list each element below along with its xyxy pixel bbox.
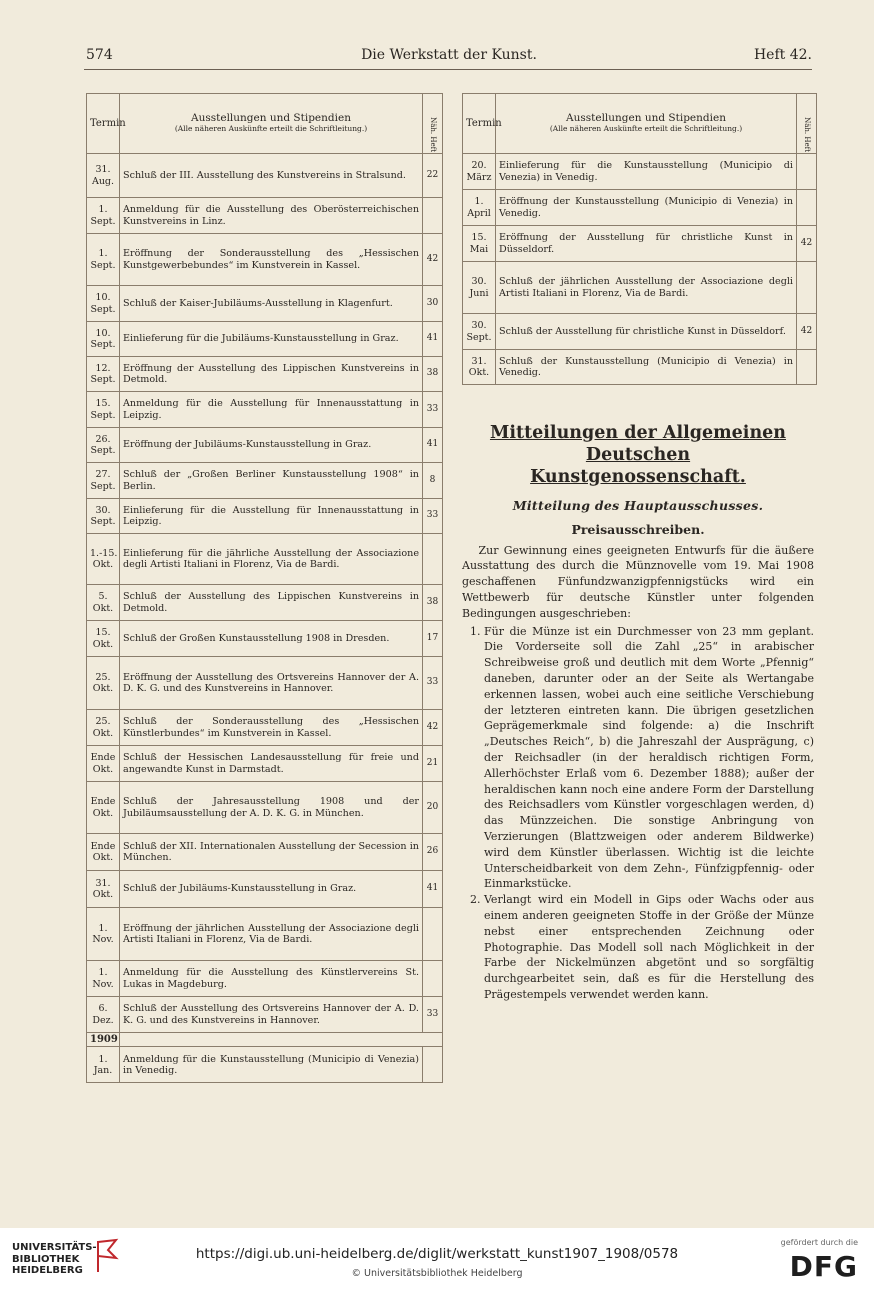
entry-date: 1. Nov. [87,908,120,961]
article-body [462,543,814,1003]
entry-date: 1. Jan. [87,1047,120,1083]
table-row [87,961,443,997]
entry-date: 31. Okt. [87,871,120,908]
table-row [463,190,817,226]
entry-issue-number: 38 [423,585,443,621]
entry-date: 10. Sept. [87,286,120,322]
article-intro: Zur Gewinnung eines geeigneten Entwurfs für die äußere Ausstattung des durch die Münznovelle vom 19. Mai 1908 geschaffenen Fünfundzwanzigpfennigstücks wird ein Wettbewerb für deutsche Künstler unter folgenden Bedingungen ausgeschrieben: [462,543,814,620]
entry-issue-number: 33 [423,657,443,710]
entry-text: Schluß der „Großen Berliner Kunstausstellung 1908“ in Berlin. [120,463,423,499]
col-subtitle-text: (Alle näheren Auskünfte erteilt die Schriftleitung.) [549,124,743,134]
library-name-line1: UNIVERSITÄTS- [12,1242,97,1253]
table-row [87,322,443,357]
entry-issue-number [797,154,817,190]
entry-text: Schluß der Jahresausstellung 1908 und der Jubiläumsausstellung der A. D. K. G. in München. [120,782,423,834]
entry-text: Eröffnung der Ausstellung des Lippischen Kunstvereins in Detmold. [120,357,423,392]
page-number: 574 [86,47,113,63]
entry-date: 15. Mai [463,226,496,262]
entry-date: 25. Okt. [87,657,120,710]
entry-issue-number [423,534,443,585]
entry-issue-number [423,908,443,961]
entry-text: Schluß der III. Ausstellung des Kunstvereins in Stralsund. [120,154,423,198]
table-row [87,746,443,782]
col-header-title [120,94,423,154]
col-subtitle-text: (Alle näheren Auskünfte erteilt die Schriftleitung.) [174,124,368,134]
entry-issue-number: 8 [423,463,443,499]
table-row [463,350,817,385]
entry-text: Schluß der Ausstellung des Lippischen Kunstvereins in Detmold. [120,585,423,621]
entry-date: Ende Okt. [87,746,120,782]
calendar-table-right [462,93,817,385]
entry-issue-number: 42 [797,226,817,262]
entry-date: 1. Nov. [87,961,120,997]
table-row [87,499,443,534]
entry-issue-number: 20 [423,782,443,834]
journal-title: Die Werkstatt der Kunst. [361,47,537,63]
entry-text: Schluß der Jubiläums-Kunstausstellung in Graz. [120,871,423,908]
entry-text: Schluß der Ausstellung des Ortsvereins Hannover der A. D. K. G. und des Kunstvereins in Hannover. [120,997,423,1033]
entry-text: Schluß der jährlichen Ausstellung der Associazione degli Artisti Italiani in Florenz, Via de Bardi. [496,262,797,314]
entry-issue-number: 38 [423,357,443,392]
subheading: Mitteilung des Hauptausschusses. [512,498,764,513]
entry-date: 1. April [463,190,496,226]
table-row [87,1047,443,1083]
copyright-notice: © Universitätsbibliothek Heidelberg [351,1268,523,1279]
col-title-text: Ausstellungen und Stipendien [566,111,726,124]
entry-date: 6. Dez. [87,997,120,1033]
entry-text: Eröffnung der Ausstellung für christliche Kunst in Düsseldorf. [496,226,797,262]
entry-text: Schluß der Großen Kunstausstellung 1908 in Dresden. [120,621,423,657]
entry-date: 31. Okt. [463,350,496,385]
table-row [87,657,443,710]
permalink-url[interactable]: https://digi.ub.uni-heidelberg.de/diglit/werkstatt_kunst1907_1908/0578 [195,1246,679,1262]
table-row [87,286,443,322]
condition-item: 1. Für die Münze ist ein Durchmesser von 23 mm geplant. Die Vorderseite soll die Zahl „25“ in arabischer Schreibweise groß und deutlich mit dem Worte „Pfennig“ daneben, darunter oder an der Seite als Wertangabe erkennen lassen, wobei auch eine seitliche Verschiebung der letzteren eintreten kann. Die übrigen gesetzlichen Geprägemerkmale sind folgende: a) die Inschrift „Deutsches Reich“, b) die Jahreszahl der Ausprägung, c) der Reichsadler (in der heraldisch richtigen Form, Allerhöchster Erlaß vom 6. Dezember 1888); außer der heraldischen kann noch eine andere Form der Darstellung des Reichsadlers vom Künstler vorgeschlagen werden, d) das Münzzeichen. Die sonstige Anbringung von Verzierungen (Blattzweigen oder anderem Bildwerke) wird dem Künstler überlassen. Wichtig ist die leichte Unterscheidbarkeit von dem Zehn-, Fünfzigpfennig- oder Einmarkstücke. [484,624,814,893]
year-spacer [120,1033,443,1047]
table-row [463,226,817,262]
entry-issue-number: 33 [423,499,443,534]
entry-issue-number: 26 [423,834,443,871]
entry-text: Anmeldung für die Ausstellung für Innenausstattung in Leipzig. [120,392,423,428]
table-row [87,834,443,871]
entry-date: 15. Okt. [87,621,120,657]
entry-date: Ende Okt. [87,834,120,871]
col-header-number: Näh. Heft [423,94,443,154]
table-row [87,392,443,428]
table-row [87,154,443,198]
entry-date: 25. Okt. [87,710,120,746]
table-row [87,198,443,234]
table-row [463,154,817,190]
entry-issue-number: 42 [423,234,443,286]
library-name-line2: BIBLIOTHEK [12,1253,80,1265]
entry-date: 31. Aug. [87,154,120,198]
table-row [87,710,443,746]
running-header [86,47,812,69]
table-row [87,357,443,392]
entry-text: Einlieferung für die jährliche Ausstellung der Associazione degli Artisti Italiani in Florenz, Via de Bardi. [120,534,423,585]
dfg-logo[interactable]: DFG [789,1250,858,1283]
entry-text: Eröffnung der Jubiläums-Kunstausstellung in Graz. [120,428,423,463]
entry-issue-number [797,350,817,385]
entry-issue-number [797,190,817,226]
table-row [87,428,443,463]
table-row [87,585,443,621]
entry-text: Schluß der Ausstellung für christliche Kunst in Düsseldorf. [496,314,797,350]
footer-bar [0,1228,874,1294]
table-row [87,782,443,834]
entry-text: Schluß der Sonderausstellung des „Hessischen Künstlerbundes“ im Kunstverein in Kassel. [120,710,423,746]
calendar-table-left [86,93,443,1083]
entry-issue-number [423,198,443,234]
entry-issue-number: 42 [423,710,443,746]
issue-number: Heft 42. [753,47,812,63]
entry-issue-number: 30 [423,286,443,322]
entry-date: 30. Sept. [87,499,120,534]
entry-date: 20. März [463,154,496,190]
article-title: Preisausschreiben. [571,521,705,537]
col-header-date: Termin [463,94,496,154]
library-name-line3: HEIDELBERG [12,1265,83,1276]
year-row [87,1033,443,1047]
entry-issue-number [423,961,443,997]
entry-text: Anmeldung für die Ausstellung des Oberösterreichischen Kunstvereins in Linz. [120,198,423,234]
table-row [463,262,817,314]
entry-date: 1. Sept. [87,198,120,234]
entry-date: 15. Sept. [87,392,120,428]
table-row [87,908,443,961]
entry-text: Einlieferung für die Ausstellung für Innenausstattung in Leipzig. [120,499,423,534]
entry-text: Eröffnung der jährlichen Ausstellung der Associazione degli Artisti Italiani in Florenz, Via de Bardi. [120,908,423,961]
year-label: 1909 [87,1033,120,1047]
entry-text: Schluß der Hessischen Landesausstellung für freie und angewandte Kunst in Darmstadt. [120,746,423,782]
table-row [87,534,443,585]
conditions-list [462,624,814,1003]
entry-issue-number [423,1047,443,1083]
entry-issue-number: 41 [423,322,443,357]
entry-issue-number: 41 [423,428,443,463]
entry-text: Einlieferung für die Kunstausstellung (Municipio di Venezia) in Venedig. [496,154,797,190]
entry-date: Ende Okt. [87,782,120,834]
entry-issue-number: 22 [423,154,443,198]
entry-date: 1.-15. Okt. [87,534,120,585]
left-table-body [87,154,443,1083]
entry-date: 26. Sept. [87,428,120,463]
col-title-text: Ausstellungen und Stipendien [191,111,351,124]
table-row [87,463,443,499]
entry-text: Schluß der Kaiser-Jubiläums-Ausstellung in Klagenfurt. [120,286,423,322]
section-heading-line2: Kunstgenossenschaft. [530,467,746,487]
entry-date: 27. Sept. [87,463,120,499]
table-row [87,997,443,1033]
col-header-number: Näh. Heft [797,94,817,154]
entry-text: Anmeldung für die Kunstausstellung (Municipio di Venezia) in Venedig. [120,1047,423,1083]
entry-date: 12. Sept. [87,357,120,392]
entry-date: 10. Sept. [87,322,120,357]
entry-issue-number: 33 [423,997,443,1033]
entry-text: Eröffnung der Ausstellung des Ortsvereins Hannover der A. D. K. G. und des Kunstvereins in Hannover. [120,657,423,710]
entry-text: Eröffnung der Kunstausstellung (Municipio di Venezia) in Venedig. [496,190,797,226]
table-row [87,871,443,908]
section-heading-line1: Mitteilungen der Allgemeinen Deutschen [489,423,787,465]
table-row [87,621,443,657]
table-row [463,314,817,350]
col-header-title [496,94,797,154]
entry-issue-number: 33 [423,392,443,428]
entry-issue-number [797,262,817,314]
header-rule [84,69,812,70]
entry-text: Einlieferung für die Jubiläums-Kunstausstellung in Graz. [120,322,423,357]
entry-issue-number: 17 [423,621,443,657]
entry-text: Schluß der Kunstausstellung (Municipio di Venezia) in Venedig. [496,350,797,385]
entry-issue-number: 41 [423,871,443,908]
section-heading [462,422,814,488]
article-column [462,422,814,1003]
condition-item: 2. Verlangt wird ein Modell in Gips oder Wachs oder aus einem anderen geeigneten Stoffe in der Größe der Münze nebst einer entsprechenden Zeichnung oder Photographie. Das Modell soll nach Möglichkeit in der Farbe der Nickelmünzen abgetönt und so sorgfältig durchgearbeitet sein, daß es für die Herstellung des Prägestempels verwendet werden kann. [484,892,814,1003]
entry-text: Anmeldung für die Ausstellung des Künstlervereins St. Lukas in Magdeburg. [120,961,423,997]
entry-text: Schluß der XII. Internationalen Ausstellung der Secession in München. [120,834,423,871]
right-table-body [463,154,817,385]
entry-issue-number: 42 [797,314,817,350]
entry-date: 30. Juni [463,262,496,314]
entry-issue-number: 21 [423,746,443,782]
entry-date: 1. Sept. [87,234,120,286]
entry-date: 30. Sept. [463,314,496,350]
entry-date: 5. Okt. [87,585,120,621]
funding-label: gefördert durch die [780,1238,858,1247]
col-header-date: Termin [87,94,120,154]
table-row [87,234,443,286]
entry-text: Eröffnung der Sonderausstellung des „Hessischen Kunstgewerbebundes“ im Kunstverein in Kassel. [120,234,423,286]
